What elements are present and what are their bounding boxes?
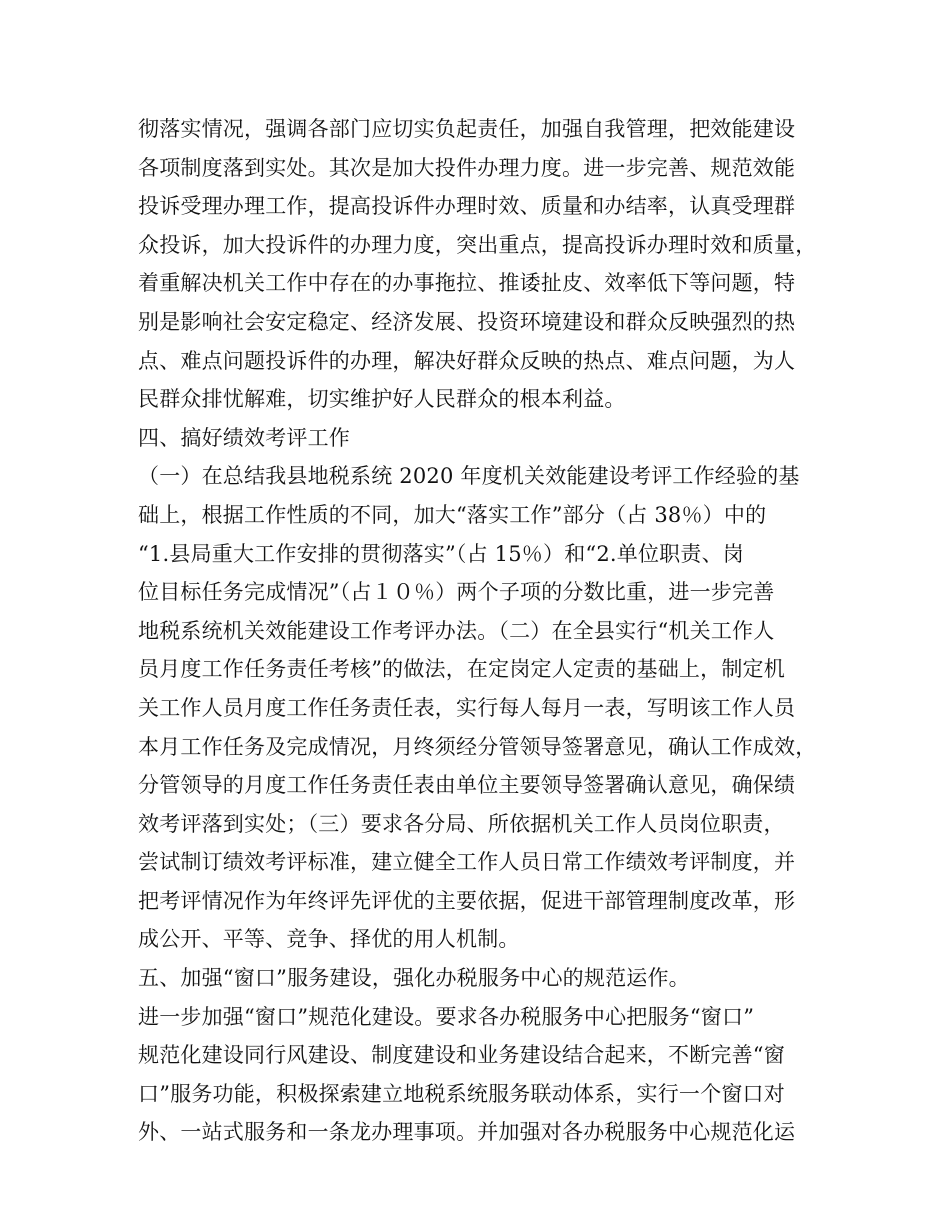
text-line: 各项制度落到实处。其次是加大投件办理力度。进一步完善、规范效能	[138, 155, 796, 180]
text-line: 效考评落到实处；（三）要求各分局、所依据机关工作人员岗位职责，	[138, 811, 785, 836]
text-line: 尝试制订绩效考评标准，建立健全工作人员日常工作绩效考评制度，并	[138, 850, 796, 875]
text-line: 础上，根据工作性质的不同，加大“落实工作”部分（占 38％）中的	[138, 502, 767, 527]
text-line: 把考评情况作为年终评先评优的主要依据，促进干部管理制度改革，形	[138, 888, 796, 913]
text-line: 进一步加强“窗口”规范化建设。要求各办税服务中心把服务“窗口”	[138, 1004, 755, 1029]
text-line: （一）在总结我县地税系统 2020 年度机关效能建设考评工作经验的基	[138, 464, 800, 489]
text-line: 民群众排忧解难，切实维护好人民群众的根本利益。	[138, 387, 626, 412]
text-line: 众投诉，加大投诉件的办理力度，突出重点，提高投诉办理时效和质量，	[138, 232, 817, 257]
text-line: 规范化建设同行风建设、制度建设和业务建设结合起来，不断完善“窗	[138, 1043, 785, 1068]
text-line: 口”服务功能，积极探索建立地税系统服务联动体系，实行一个窗口对	[138, 1081, 785, 1106]
text-line: 分管领导的月度工作任务责任表由单位主要领导签署确认意见，确保绩	[138, 773, 796, 798]
text-line: 成公开、平等、竞争、择优的用人机制。	[138, 927, 520, 952]
section-heading-4: 四、搞好绩效考评工作	[138, 425, 350, 450]
text-line: 位目标任务完成情况”（占１０％）两个子项的分数比重，进一步完善	[138, 580, 775, 605]
section-heading-5: 五、加强“窗口”服务建设，强化办税服务中心的规范运作。	[138, 966, 690, 991]
text-line: 本月工作任务及完成情况，月终须经分管领导签署意见，确认工作成效，	[138, 734, 817, 759]
text-line: 关工作人员月度工作任务责任表，实行每人每月一表，写明该工作人员	[138, 695, 796, 720]
text-line: 外、一站式服务和一条龙办理事项。并加强对各办税服务中心规范化运	[138, 1120, 796, 1145]
text-line: “1.县局重大工作安排的贯彻落实”（占 15％）和“2.单位职责、岗	[138, 541, 744, 566]
text-line: 彻落实情况，强调各部门应切实负起责任，加强自我管理，把效能建设	[138, 117, 796, 141]
text-line: 别是影响社会安定稳定、经济发展、投资环境建设和群众反映强烈的热	[138, 309, 796, 334]
text-line: 员月度工作任务责任考核”的做法，在定岗定人定责的基础上，制定机	[138, 657, 785, 682]
body-text	[138, 110, 828, 1152]
text-line: 点、难点问题投诉件的办理，解决好群众反映的热点、难点问题，为人	[138, 348, 796, 373]
text-line: 地税系统机关效能建设工作考评办法。（二）在全县实行“机关工作人	[138, 618, 775, 643]
text-line: 着重解决机关工作中存在的办事拖拉、推诿扯皮、效率低下等问题，特	[138, 271, 796, 296]
text-line: 投诉受理办理工作，提高投诉件办理时效、质量和办结率，认真受理群	[138, 194, 796, 219]
